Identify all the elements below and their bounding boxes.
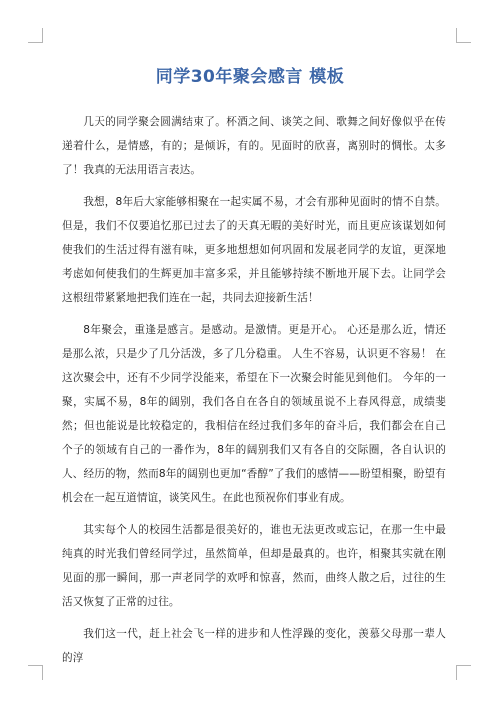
paragraph-3: 8年聚会，重逢是感言。是感动。是激情。更是开心。 心还是那么近，情还是那么浓，只是少了几分活泼，多了几分稳重。 人生不容易，认识更不容易！ 在这次聚会中，还有不少同学没能来，希望在下一次聚会时能见到他们。 今年的一聚，实属不易，8年的阔别，我们各自在各自的领域虽说不上春风得意，成绩斐然；但也能说是比较稳定的，我相信在经过我们多年的奋斗后，我们都会在自己个子的领域有自己的一番作为，8年的阔别我们又有各自的交际圈，各自认识的人、经历的物，然而8年的阔别也更加“香醇”了我们的感情——盼望相聚，盼望有机会在一起互道情谊，谈笑风生。在此也预祝你们事业有成。 <box>62 324 446 504</box>
paragraph-1: 几天的同学聚会圆满结束了。杯酒之间、谈笑之间、歌舞之间好像似乎在传递着什么，是情感，有的；是倾诉，有的。见面时的欣喜，离别时的惆怅。太多了！我真的无法用语言表达。 <box>62 116 446 176</box>
paragraph-2: 我想，8年后大家能够相聚在一起实属不易，才会有那种见面时的情不自禁。但是，我们不仅要追忆那已过去了的天真无暇的美好时光，而且更应该谋划如何使我们的生活过得有滋有味，更多地想想如何巩固和发展老同学的友谊，更深地考虑如何使我们的生辉更加丰富多采，并且能够持续不断地开展下去。让同学会这根纽带紧紧地把我们连在一起，共同去迎接新生活！ <box>62 196 446 304</box>
paragraph-5: 我们这一代，赶上社会飞一样的进步和人性浮躁的变化，羡慕父母那一辈人的淳 <box>62 628 446 664</box>
document-title: 同学30年聚会感言 模板 <box>155 67 345 87</box>
crop-mark-top-right <box>456 28 471 43</box>
crop-mark-bottom-left <box>28 665 43 680</box>
paragraph-4: 其实每个人的校园生活都是很美好的，谁也无法更改或忘记，在那一生中最纯真的时光我们曾经同学过，虽然简单，但却是最真的。也许，相聚其实就在刚见面的那一瞬间，那一声老同学的欢呼和惊喜，然而，曲终人散之后，过往的生活又恢复了正常的过往。 <box>62 524 446 608</box>
crop-mark-top-left <box>28 28 43 43</box>
document-body <box>62 110 446 678</box>
crop-mark-bottom-right <box>456 665 471 680</box>
